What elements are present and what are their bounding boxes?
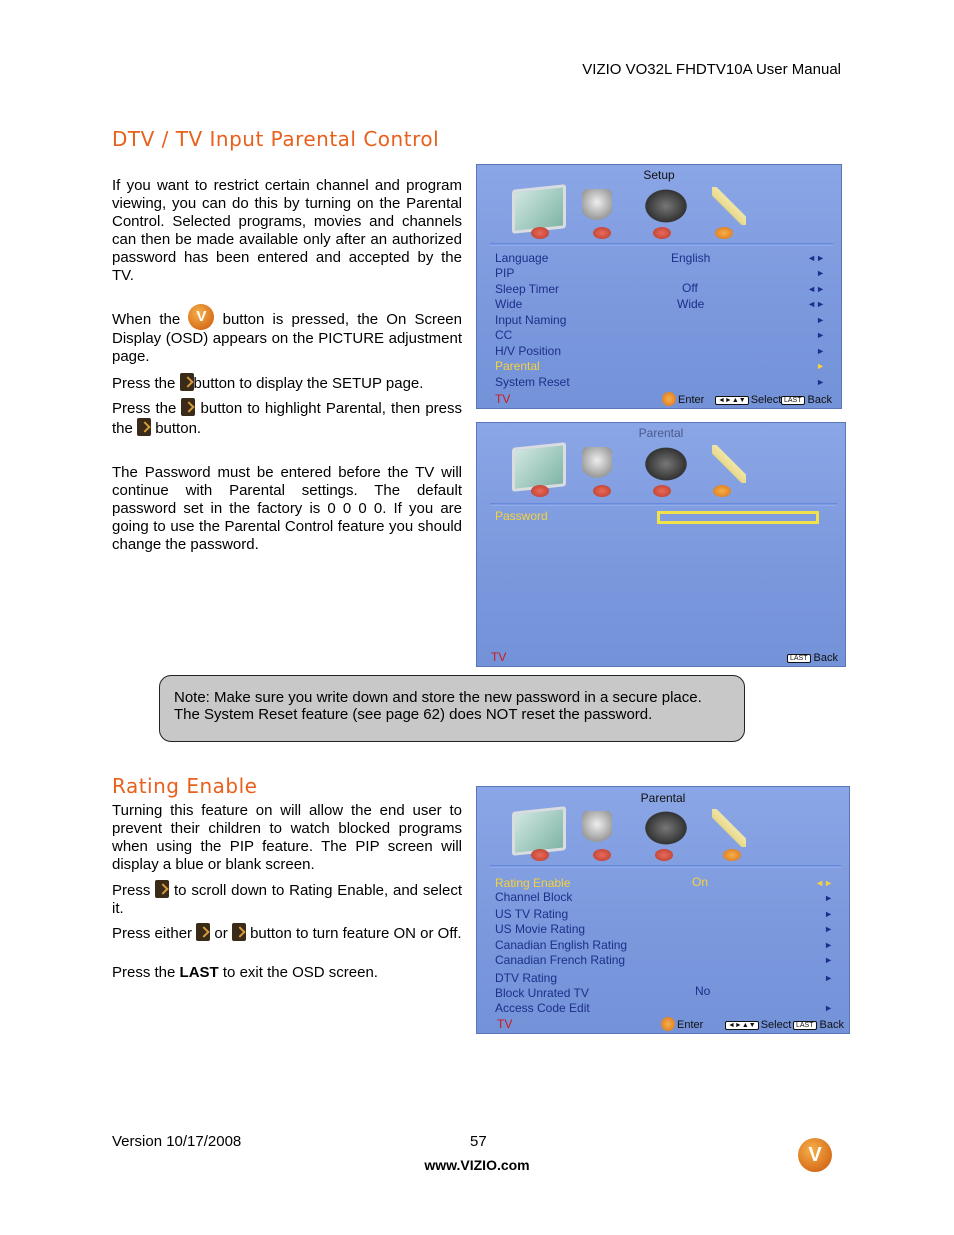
setup-tools-icon [712,809,746,847]
right-arrow-icon: ► [816,346,825,356]
right-arrow-icon: ► [824,940,833,950]
right-arrow-icon: ► [824,955,833,965]
menu-item-sleep-timer: Sleep Timer [495,282,560,296]
enter-hint: Enter [662,392,704,406]
parental-menu-osd-screenshot [476,786,850,1034]
password-label: Password [495,509,548,523]
section-title-parental-control: DTV / TV Input Parental Control [112,127,440,151]
back-hint: LAST Back [787,652,838,664]
select-hint: ◄►▲▼ Select [725,1019,791,1031]
left-right-arrow-icon: ◄► [807,299,825,309]
menu-item-parental: Parental [495,359,540,373]
menu-item-channel-block: Channel Block [495,890,573,904]
back-hint: LAST Back [781,394,832,406]
left-right-arrow-icon: ◄► [807,253,825,263]
menu-value-sleep-timer: Off [682,281,698,295]
chevron-down-icon [531,485,549,497]
scroll-paragraph: Press to scroll down to Rating Enable, and select it. [112,882,463,917]
left-right-arrow-icon: ◄► [815,878,833,888]
source-label: TV [491,650,507,664]
select-arrows-icon: ◄►▲▼ [715,396,749,405]
rating-intro-paragraph: Turning this feature on will allow the end user to prevent their children to watch blocked programs when using the PIP feature. The PIP screen will display a blue or blank screen. [112,802,462,873]
channel-down-button-icon [181,398,195,416]
chevron-down-icon [655,849,673,861]
enter-button-icon [662,392,676,406]
chevron-down-icon [593,227,611,239]
channel-down-button-icon [155,880,169,898]
volume-left-button-icon [196,923,210,941]
osd-footer [477,1015,849,1033]
osd-divider [490,243,833,246]
parental-password-osd-screenshot [476,422,846,667]
right-arrow-icon: ► [816,361,825,371]
back-hint: LAST Back [793,1019,844,1031]
page-number: 57 [470,1133,487,1150]
chevron-down-icon [531,849,549,861]
setup-osd-screenshot [476,164,842,409]
right-arrow-icon: ► [824,893,833,903]
right-arrow-icon: ► [816,268,825,278]
menu-value-wide: Wide [677,297,705,311]
menu-v-button-icon [188,304,214,330]
menu-item-system-reset: System Reset [495,375,570,389]
menu-item-us-tv-rating: US TV Rating [495,907,569,921]
chevron-down-icon [723,849,741,861]
tv-satellite-icon [642,187,690,225]
audio-microphone-icon [582,189,612,227]
osd-title: Parental [638,426,684,440]
audio-microphone-icon [582,811,612,849]
setup-tools-icon [712,187,746,225]
toggle-paragraph: Press either or button to turn feature ON or Off. [112,925,462,942]
volume-right-button-icon [180,373,194,391]
tv-satellite-icon [642,445,690,483]
exit-paragraph: Press the LAST to exit the OSD screen. [112,964,378,981]
menu-item-us-movie-rating: US Movie Rating [495,922,586,936]
right-arrow-icon: ► [824,909,833,919]
password-paragraph: The Password must be entered before the TV will continue with Parental settings. The default password set in the factory is 0 0 0 0. If you are going to use the Parental Control feature you should change the password. [112,464,462,553]
source-label: TV [497,1017,513,1031]
menu-value-block-unrated-tv: No [695,984,711,998]
last-key-icon: LAST [793,1021,817,1030]
right-arrow-icon: ► [816,315,825,325]
intro-paragraph: If you want to restrict certain channel and program viewing, you can do this by turning on the Parental Control. Selected programs, movies and channels can then be made available only after an authorized password has been entered and accepted by the TV. [112,177,462,284]
right-arrow-icon: ► [824,973,833,983]
last-key-icon: LAST [781,396,805,405]
vizio-logo-icon [798,1138,832,1172]
tv-satellite-icon [642,809,690,847]
menu-item-hv-position: H/V Position [495,344,562,358]
osd-title: Setup [643,168,675,182]
osd-title: Parental [640,791,686,805]
menu-item-canadian-english-rating: Canadian English Rating [495,938,628,952]
chevron-down-icon [593,849,611,861]
select-arrows-icon: ◄►▲▼ [725,1021,759,1030]
enter-button-icon [661,1017,675,1031]
menu-item-pip: PIP [495,266,515,280]
enter-hint: Enter [661,1017,703,1031]
osd-footer [477,390,841,408]
website-link[interactable]: www.VIZIO.com [424,1157,530,1173]
note-box: Note: Make sure you write down and store the new password in a secure place. The System Reset feature (see page 62) does NOT reset the password. [159,675,745,742]
osd-footer [477,648,845,666]
left-right-arrow-icon: ◄► [807,284,825,294]
chevron-down-icon [653,227,671,239]
password-input-box [657,511,819,524]
osd-divider [490,503,837,506]
menu-item-canadian-french-rating: Canadian French Rating [495,953,626,967]
right-arrow-icon: ► [824,924,833,934]
menu-item-rating-enable: Rating Enable [495,876,571,890]
menu-value-language: English [671,251,711,265]
version-label: Version 10/17/2008 [112,1133,242,1150]
last-key-icon: LAST [787,654,811,663]
chevron-down-icon [531,227,549,239]
osd-divider [490,865,841,868]
menu-item-cc: CC [495,328,513,342]
highlight-parental-paragraph: Press the button to highlight Parental, then press the button. [112,400,463,437]
menu-item-access-code-edit: Access Code Edit [495,1001,590,1015]
section-title-rating-enable: Rating Enable [112,774,258,798]
volume-right-button-icon [232,923,246,941]
right-arrow-icon: ► [824,1003,833,1013]
setup-tools-icon [712,445,746,483]
menu-item-wide: Wide [495,297,523,311]
menu-button-paragraph: When the V button is pressed, the On Screen Display (OSD) appears on the PICTURE adjustment page. [112,304,462,366]
menu-value-rating-enable: On [692,875,709,889]
menu-item-block-unrated-tv: Block Unrated TV [495,986,589,1000]
manual-title: VIZIO VO32L FHDTV10A User Manual [582,61,841,78]
setup-page-paragraph: Press the button to display the SETUP page. [112,375,424,392]
menu-item-dtv-rating: DTV Rating [495,971,558,985]
right-arrow-icon: ► [816,330,825,340]
source-label: TV [495,392,511,406]
menu-item-input-naming: Input Naming [495,313,567,327]
right-arrow-icon: ► [816,377,825,387]
select-hint: ◄►▲▼ Select [715,394,781,406]
menu-item-language: Language [495,251,549,265]
chevron-down-icon [593,485,611,497]
chevron-down-icon [713,485,731,497]
chevron-down-icon [715,227,733,239]
audio-microphone-icon [582,447,612,485]
chevron-down-icon [653,485,671,497]
volume-right-button-icon [137,418,151,436]
